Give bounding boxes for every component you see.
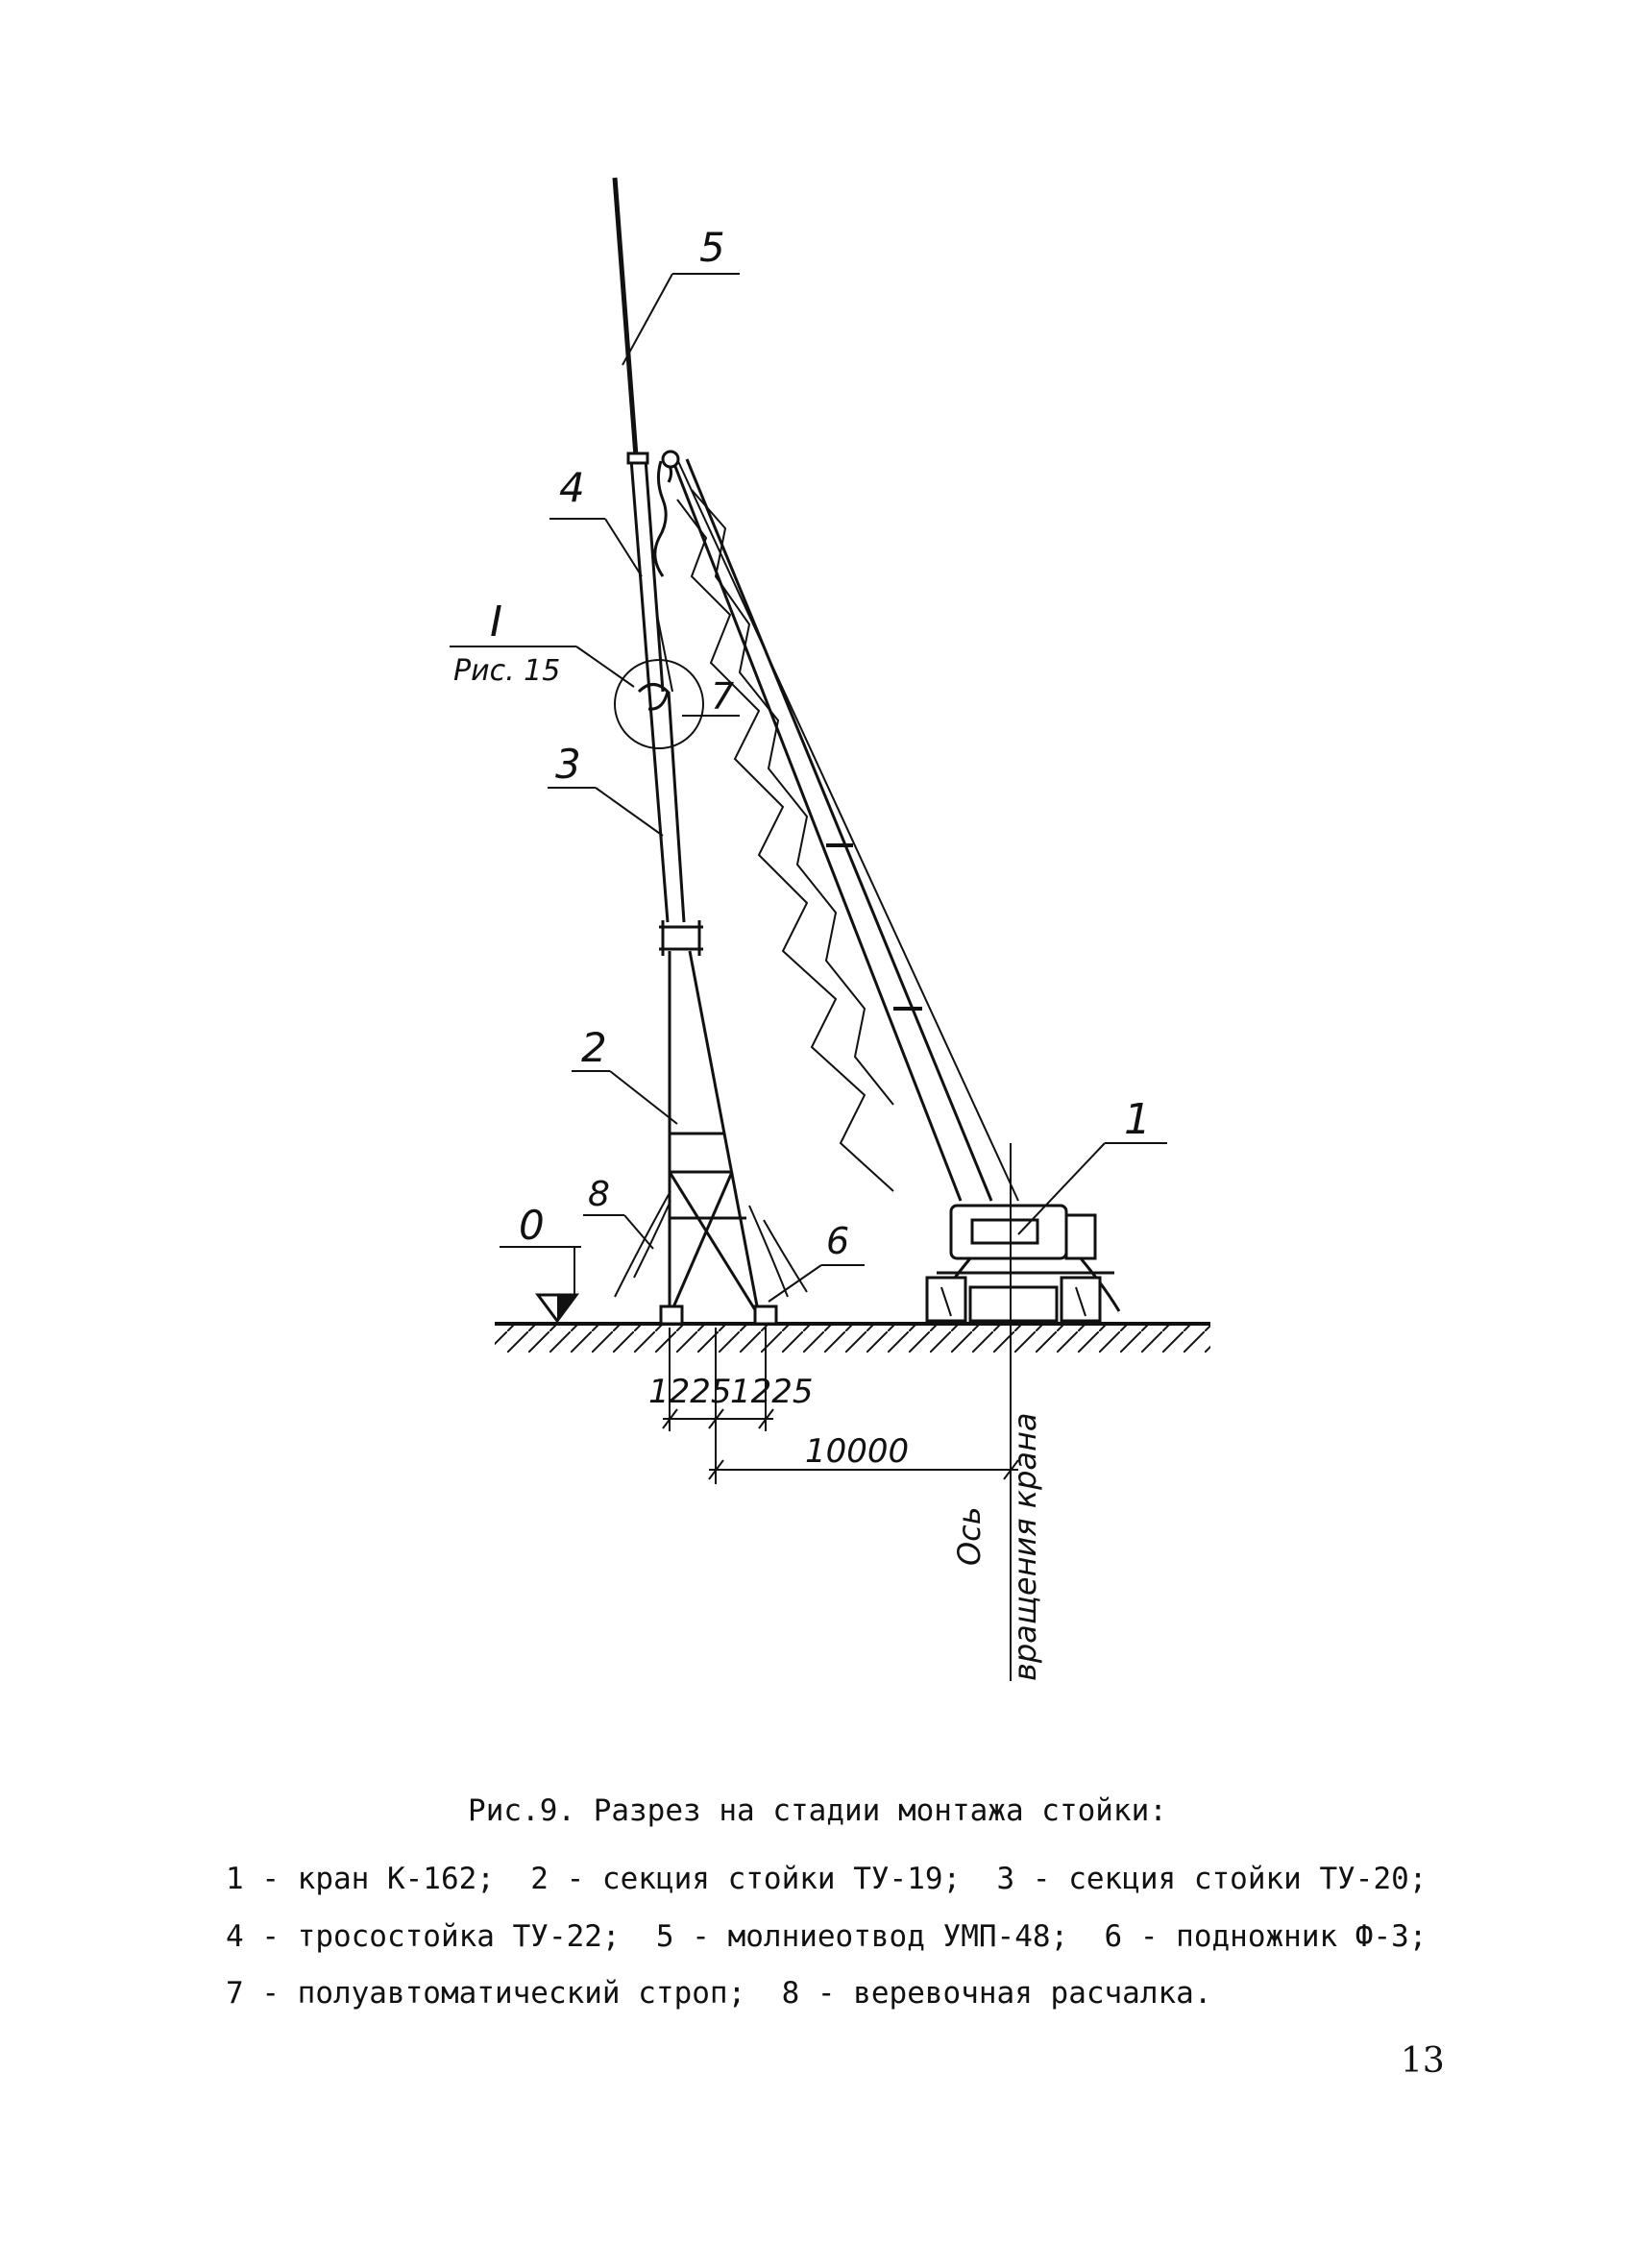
foundation-pads	[661, 1306, 776, 1324]
ground	[495, 1324, 1210, 1353]
legend-line-3: 7 - полуавтоматический строп; 8 - веревочная расчалка.	[226, 1976, 1212, 2011]
level-mark	[500, 1247, 581, 1321]
leader-lines	[450, 274, 1167, 1302]
callout-8: 8	[588, 1175, 610, 1214]
flange-joint	[659, 920, 703, 956]
column-section-2	[670, 951, 759, 1316]
figure-caption: Рис.9. Разрез на стадии монтажа стойки:	[468, 1793, 1167, 1828]
detail-numeral: I	[490, 597, 502, 646]
callout-3: 3	[555, 741, 581, 788]
dimension-10000: 10000	[805, 1432, 910, 1471]
callout-2: 2	[581, 1024, 607, 1071]
legend-line-2: 4 - тросостойка ТУ-22; 5 - молниеотвод УМП-48; 6 - подножник Ф-3;	[226, 1919, 1428, 1954]
callout-1: 1	[1124, 1095, 1151, 1144]
callout-7: 7	[711, 675, 735, 718]
detail-ref: Рис. 15	[453, 654, 561, 688]
axis-label-line2: вращения крана	[1007, 1412, 1043, 1681]
callout-4: 4	[559, 464, 585, 511]
detail-circle	[615, 660, 703, 748]
lightning-rod	[615, 178, 636, 456]
axis-label-line1: Ось	[951, 1506, 988, 1566]
callout-5: 5	[699, 224, 725, 271]
guy-ropes	[615, 1191, 807, 1297]
dimension-1225-right: 1225	[730, 1373, 814, 1411]
callout-0: 0	[519, 1202, 545, 1249]
legend-line-1: 1 - кран К-162; 2 - секция стойки ТУ-19; 3 - секция стойки ТУ-20;	[226, 1862, 1428, 1896]
crane-base	[927, 1206, 1119, 1321]
dimension-1225-left: 1225	[648, 1373, 732, 1411]
callout-6: 6	[826, 1220, 850, 1262]
page-number: 13	[1401, 2041, 1445, 2081]
